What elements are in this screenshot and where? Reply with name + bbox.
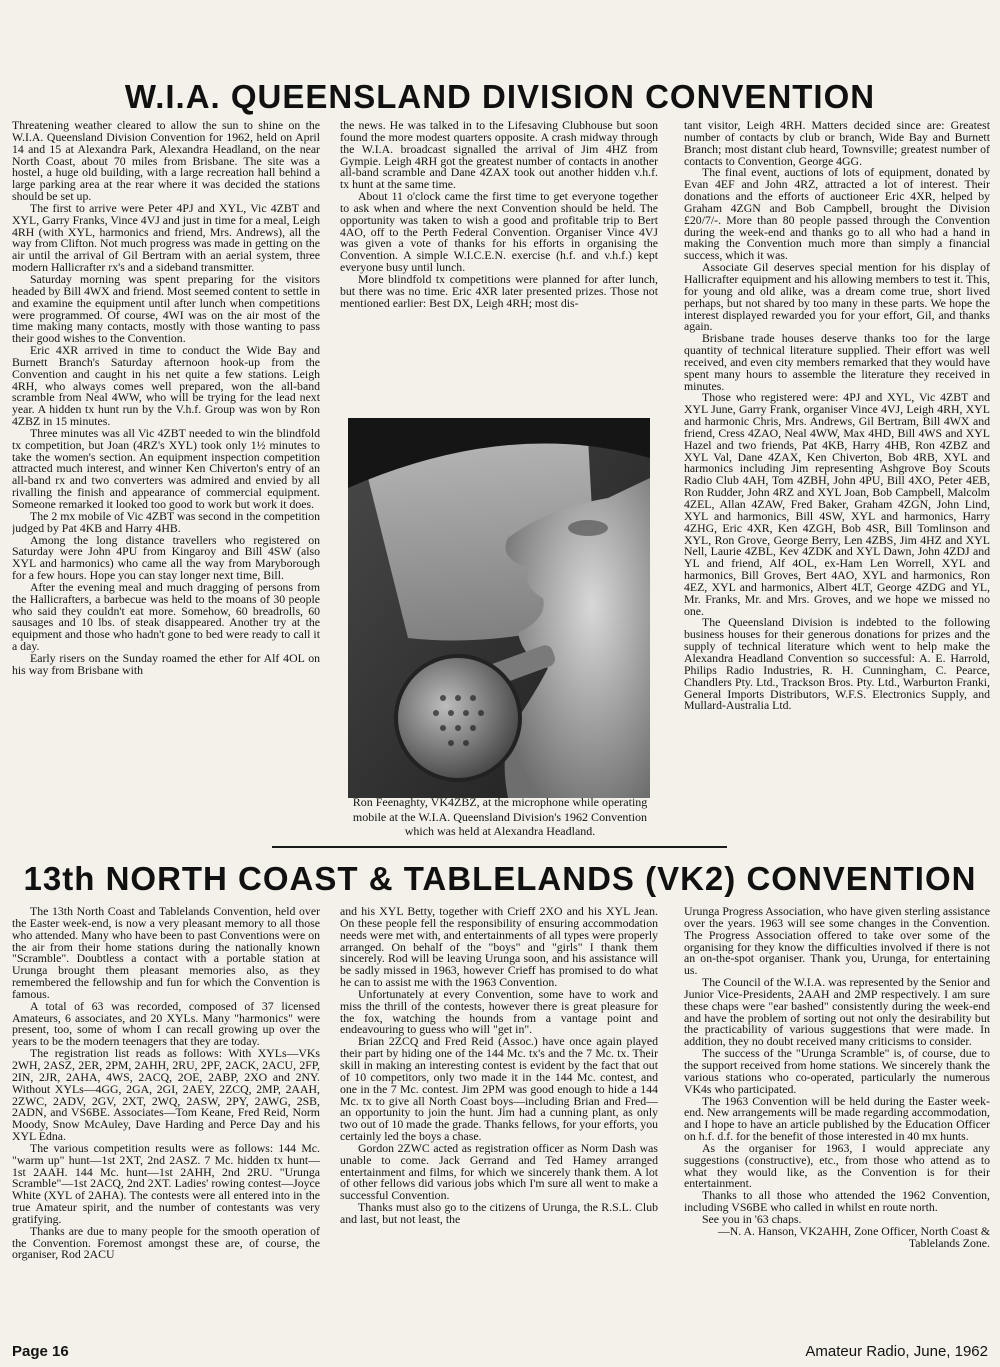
paragraph: About 11 o'clock came the first time to get everyone together to ask when and where the next Convention should be held. The opportunity was taken to wish a good and profitable trip to Bert 4AO, off to the Perth Federal Convention. Organiser Vince 4VJ was given a vote of thanks for his efforts in organising the Convention. A simple W.I.C.E.N. exercise (h.f. and v.h.f.) kept everyone busy until lunch. (340, 189, 658, 275)
paragraph: Threatening weather cleared to allow the sun to shine on the W.I.A. Queensland Division Convention for 1962, held on April 14 and 15 at Alexandra Park, Alexandra Headland, on the near North Coast, about 70 miles from Brisbane. The site was a hostel, a huge old building, with a large recreation hall behind a large parking area at the rear where it was decided the stations should be set up. (12, 120, 320, 204)
paragraph: The 13th North Coast and Tablelands Convention, held over the Easter week-end, is now a very pleasant memory to all those who attended. Many who have been to past Conventions were on the air from their home stations during the nationally known "Scramble". Doubtless a contact with a portable station at Urunga brought them pleasant memories also, as they remembered the fellowship and fun for which the Convention is famous. (12, 906, 320, 1001)
paragraph: Thanks to all those who attended the 1962 Convention, including VS6BE who called in whilst en route north. (684, 1188, 990, 1215)
paragraph: Unfortunately at every Convention, some have to work and miss the thrill of the contests, however there is great pleasure for the fox, watching the hounds from a vantage point and endeavouring to guess who will "get in". (340, 986, 658, 1037)
paragraph: Saturday morning was spent preparing for the visitors headed by Bill 4WX and friend. Most seemed content to settle in and examine the equipment until after lunch when competitions were programmed. Of course, 4WI was on the air most of the time making many contacts, mostly with those wanting to pass their good wishes to the Convention. (12, 271, 320, 346)
paragraph: Associate Gil deserves special mention for his display of Hallicrafter equipment and his allowing members to test it. This, for young and old alike, was a dream come true, short lived perhaps, but not shared by too many in these parts. We hope the interest displayed rewarded you for your effort, Gil, and thanks again. (684, 260, 990, 334)
article-title-north-coast: 13th NORTH COAST & TABLELANDS (VK2) CONVENTION (23, 860, 977, 897)
paragraph: the news. He was talked in to the Lifesaving Clubhouse but soon found the more modest quarters opposite. A crash midway through the W.I.A. broadcast signalled the arrival of Jim 4HZ from Gympie. Leigh 4RH got the greatest number of contacts in another all-band scramble and Dane 4ZAX took out another hidden v.h.f. tx hunt at the same time. (340, 120, 658, 192)
paragraph: Three minutes was all Vic 4ZBT needed to win the blindfold tx competition, but Joan (4RZ's XYL) took only 1½ minutes to take the women's section. An equipment inspection competition attracted much interest, and winner Ken Chiverton's entry of an all-band rx and two converters was admired and envied by all rivalling the finish and appearance of commercial equipment. Someone remarked it looked too good to work but work it does. (12, 425, 320, 511)
paragraph: The registration list reads as follows: With XYLs—VKs 2WH, 2ASZ, 2ER, 2PM, 2AHH, 2RU, 2PF, 2ACK, 2ACU, 2FP, 2IN, 2JR, 2AHA, 4WS, 2ACQ, 2OE, 2ABP, 2XO and 2NY. Without XYLs—4GG, 2GA, 2GI, 2AEY, 2ZCQ, 2MP, 2AAH, 2ZWC, 2ADV, 2GV, 2XT, 2WQ, 2ASW, 2PY, 2AWG, 2SB, 2ADN, and VS6BE. Associates—Tom Keane, Fred Reid, Norm Moody, Snow McAuley, Dave Harding and Perce Day and his XYL Edna. (12, 1046, 320, 1144)
paragraph: The 2 mx mobile of Vic 4ZBT was second in the competition judged by Pat 4KB and Harry 4HB. (12, 508, 320, 535)
paragraph: Brisbane trade houses deserve thanks too for the large quantity of technical literature supplied. Their effort was well received, and even city members remarked that they would have spent many hours to assemble the literature they received in minutes. (684, 331, 990, 393)
photo-caption: Ron Feenaghty, VK4ZBZ, at the microphone while operating mobile at the W.I.A. Queensland Division's 1962 Convention which was held at Alexandra Headland. (352, 795, 648, 838)
paragraph: Among the long distance travellers who registered on Saturday were John 4PU from Kingaroy and Bill 4SW (also XYL and harmonics) who came all the way from Maryborough for a few hours. Hope you can stay longer next time, Bill. (12, 532, 320, 583)
page-number: Page 16 (12, 1343, 69, 1360)
paragraph: The various competition results were as follows: 144 Mc. "warm up" hunt—1st 2XT, 2nd 2ASZ. 7 Mc. hidden tx hunt—1st 2AAH. 144 Mc. hunt—1st 2AHH, 2nd 2RU. "Urunga Scramble"—1st 2ACQ, 2nd 2XT. Ladies' rowing contest—Joyce White (XYL of 2AHA). The contests were all entered into in the true Amateur spirit, and the number of contestants was very gratifying. (12, 1140, 320, 1226)
signature: —N. A. Hanson, VK2AHH, Zone Officer, North Coast & Tablelands Zone. (717, 1223, 990, 1250)
paragraph: Those who registered were: 4PJ and XYL, Vic 4ZBT and XYL June, Garry Frank, organiser Vince 4VJ, Leigh 4RH, XYL and harmonic Chris, Mrs. Andrews, Gil Bertram, Bill 4WX and friend, Cress 4ZAO, Neal 4WW, Max 4HD, Bill 4WS and XYL Hazel and two friends, Pat 4KB, Harry 4HB, Ron 4ZBZ and XYL Val, Dane 4ZAX, Ken Chiverton, Bob 4RB, XYL and harmonics including Jim representing Ashgrove Boy Scouts Radio Club 4AH, Tom 4ZBH, John 4PU, Bill 4XO, Peter 4EB, Ron Rudder, John 4RZ and XYL Joan, Bob Campbell, Malcolm 4ZEL, Allan 4ZAW, Fred Baker, Graham 4ZGN, John Lind, XYL and harmonics, Bill 4SW, XYL and harmonics, Harry 4ZHG, Eric 4XR, Ken 4ZGH, Bob 4SR, Bill Tomlinson and XYL, Ron Grove, George Berry, Len 4ZBS, Jim 4HZ and XYL Nell, Laurie 4ZBL, Kev 4ZDK and XYL Dawn, John 4ZDJ and YL and friend, Alf 4OL, ex-Ham Len Worrell, XYL and harmonics, Bill Groves, Bert 4AO, XYL and harmonics, Ron 4EZ, XYL and harmonics, Albert 4LT, George 4ZDG and YL, Mr. Franks, Mr. and Mrs. Groves, and we hope we missed no one. (684, 390, 990, 618)
paragraph: After the evening meal and much dragging of persons from the Hallicrafters, a barbecue was held to the moans of 30 people who said they couldn't eat more. Somehow, 60 breadrolls, 60 sausages and 10 lbs. of steak disappeared. Another try at the equipment and those who hadn't gone to bed were ready to call it a day. (12, 579, 320, 654)
paragraph: Early risers on the Sunday roamed the ether for Alf 4OL on his way from Brisbane with (12, 650, 320, 677)
article-column-3 (684, 906, 990, 1339)
paragraph: More blindfold tx competitions were planned for after lunch, but there was no time. Eric 4XR later presented prizes. Those not mentioned earlier: Best DX, Leigh 4RH; most dis- (340, 271, 658, 310)
article-column-1 (12, 120, 320, 828)
paragraph: The success of the "Urunga Scramble" is, of course, due to the support received from home stations. We sincerely thank the various stations who co-operated, particularly the numerous VK4s who participated. (684, 1046, 990, 1096)
paragraph: Brian 2ZCQ and Fred Reid (Assoc.) have once again played their part by hiding one of the 144 Mc. tx's and the 7 Mc. tx. Their skill in making an interesting contest is evident by the fact that out of 10 competitors, only two made it in the 144 Mc. contest, and one in the 7 Mc. contest. Jim 2PM was good enough to hide a 144 Mc. tx to give all North Coast boys—including Brian and Fred—an opportunity to join the hunt. Jim had a cunning plant, as only two out of 10 made the grade. Thanks fellows, for your efforts, you certainly led the boys a chase. (340, 1034, 658, 1144)
paragraph: Thanks are due to many people for the smooth operation of the Convention. Foremost amongst these are, of course, the organiser, Rod 2ACU (12, 1223, 320, 1262)
photo-operator-microphone (348, 418, 650, 798)
paragraph: Thanks must also go to the citizens of Urunga, the R.S.L. Club and last, but not least, the (340, 1200, 658, 1226)
paragraph: See you in '63 chaps. (702, 1211, 802, 1226)
paragraph: Urunga Progress Association, who have given sterling assistance over the years. 1963 will see some changes in the Convention. The Progress Association offered to take over some of the organising for they know the difficulties involved if there is not an on-the-spot organiser. Thank you, Urunga, for entertaining us. (684, 906, 990, 978)
article-title-queensland: W.I.A. QUEENSLAND DIVISION CONVENTION (124, 78, 876, 115)
paragraph: A total of 63 was recorded, composed of 37 licensed Amateurs, 6 associates, and 20 XYLs. Many "harmonics" were present, too, some of whom I can recall growing up over the years to be the modern teenagers that they are today. (12, 998, 320, 1049)
section-divider (272, 846, 727, 848)
publication-info: Amateur Radio, June, 1962 (805, 1343, 988, 1360)
paragraph: The first to arrive were Peter 4PJ and XYL, Vic 4ZBT and XYL, Garry Franks, Vince 4VJ and just in time for a meal, Leigh 4RH (with XYL, harmonics and friend, Mrs. Andrews), all the way from Clifton. Not much progress was made in getting on the air until the arrival of Gil Bertram with an aerial system, three modern Hallicrafter rx's and a sideband transmitter. (12, 200, 320, 275)
paragraph: Eric 4XR arrived in time to conduct the Wide Bay and Burnett Branch's Saturday afternoon hook-up from the Convention and caught in his net quite a few stations. Leigh 4RH, who always comes well prepared, won the all-band scramble from Neal 4WW, who will be trying for the lead next year. A hidden tx hunt run by the V.h.f. Group was won by Ron 4ZBZ in 15 minutes. (12, 343, 320, 429)
paragraph: Gordon 2ZWC acted as registration officer as Norm Dash was unable to come. Jack Gerrand and Ted Hamey arranged entertainment and films, for which we sincerely thank them. A lot of other fellows did various jobs which I'm sure all went to make a successful Convention. (340, 1140, 658, 1203)
paragraph: The final event, auctions of lots of equipment, donated by Evan 4EF and John 4RZ, attracted a lot of interest. Their donations and the efforts of auctioneer Eric 4XR, helped by Graham 4ZGN and Bob Campbell, brought the Division £20/7/-. More than 80 people passed through the Convention during the week-end and thanks go to all who had a hand in making the Convention much more than simply a financial success, which it was. (684, 165, 990, 263)
article-column-2 (340, 906, 658, 1339)
paragraph: and his XYL Betty, together with Crieff 2XO and his XYL Jean. On these people fell the responsibility of ensuring accommodation needs were met with, and entertainments of all types were properly arranged. On behalf of the "boys" and "girls" I thank them sincerely. Rod will be leaving Urunga soon, and his assistance will be sadly missed in 1963, however Crieff has promised to do what he can to assist me with the 1963 Convention. (340, 906, 658, 990)
paragraph: As the organiser for 1963, I would appreciate any suggestions (constructive), etc., from those who attend as to what they would like, as the Convention is for their entertainment. (684, 1140, 990, 1191)
paragraph: The Queensland Division is indebted to the following business houses for their generous donations for prizes and the supply of technical literature which went to help make the Alexandra Headland Convention so successful: A. E. Harrold, Philips Radio Industries, R. H. Cunningham, C. Pearce, Chandlers Pty. Ltd., Trackson Bros. Pty. Ltd., Warburton Franki, General Imports Distributors, W.F.S. Electronics Supply, and Mullard-Australia Ltd. (684, 615, 990, 713)
paragraph: The Council of the W.I.A. was represented by the Senior and Junior Vice-Presidents, 2AAH and 2MP respectively. I am sure these chaps were "ear bashed" consistently during the week-end and have the problem of sorting out not only the desirability but the practicability of various suggestions that were made. In addition, they no doubt received many criticisms to consider. (684, 975, 990, 1049)
paragraph: tant visitor, Leigh 4RH. Matters decided since are: Greatest number of contacts by club or branch, Wide Bay and Burnett Branch; most distant club heard, Townsville; greatest number of contacts to Convention, George 4GG. (684, 120, 990, 168)
paragraph: The 1963 Convention will be held during the Easter week-end. New arrangements will be made regarding accommodation, and I hope to have an article published by the Education Officer on h.f. d.f. for the benefit of those interested in 40 mx hunts. (684, 1093, 990, 1144)
article-column-1 (12, 906, 320, 1339)
photo-illustration (348, 418, 650, 798)
article-column-2 (340, 120, 658, 412)
article-column-3 (684, 120, 990, 828)
